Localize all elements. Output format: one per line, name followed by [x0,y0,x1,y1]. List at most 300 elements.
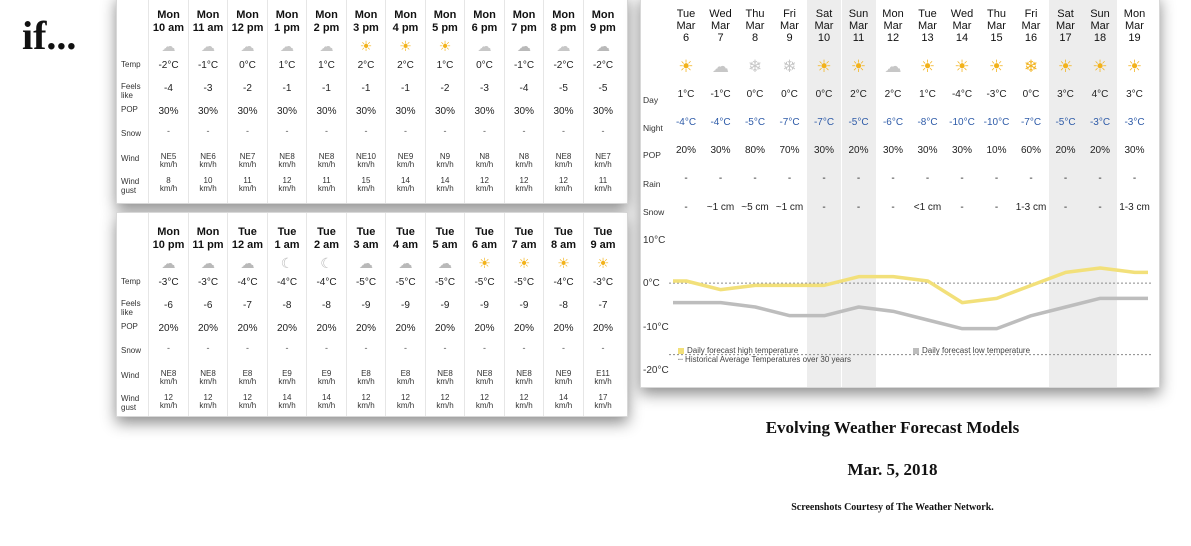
hour-time: 11 pm [192,239,224,251]
day-month: Mar [1021,20,1041,32]
day-high: 0°C [815,89,833,100]
day-pop: 70% [779,145,800,156]
y-tick-label: -10°C [643,321,669,333]
hour-feels-like: -7 [243,300,252,311]
hour-column [148,213,188,416]
moon-cloud-icon: ☁ [240,255,255,271]
hour-column [464,213,504,416]
hour-wind-unit: km/h [238,160,257,169]
snow-cloud-icon: ❄ [747,57,763,76]
sun-cloud-icon: ☀ [399,38,412,54]
hour-time: 8 pm [550,22,577,34]
hour-temp: 1°C [278,60,296,71]
hour-day: Tue [317,226,336,238]
hour-feels-like: -6 [203,300,213,311]
hour-wind-unit: km/h [396,160,415,169]
hour-column [583,0,623,203]
day-month: Mar [883,20,903,32]
hour-pop: 20% [434,323,455,334]
hour-gust-unit: km/h [357,184,375,193]
day-low: -10°C [983,117,1010,128]
day-low: -5°C [848,117,869,128]
day-snow: - [856,202,861,213]
day-low: -8°C [917,117,938,128]
hour-gust-unit: km/h [436,401,454,410]
moon-cloud-icon: ☁ [517,38,531,54]
hour-wind: NE10 [355,152,376,161]
cloud-icon: ☁ [161,38,176,54]
hour-pop: 30% [434,106,455,117]
hour-temp: 1°C [436,60,454,71]
row-label-wind: Wind [121,154,140,163]
day-high: -3°C [986,89,1007,100]
hour-feels-like: -1 [361,83,371,94]
day-low: -3°C [1089,117,1111,128]
hour-wind-unit: km/h [475,160,494,169]
hour-wind-unit: km/h [159,377,178,386]
day-low: -7°C [1020,117,1042,128]
hour-wind-unit: km/h [159,160,178,169]
day-snow: - [822,202,826,213]
hour-wind: NE7 [595,152,611,161]
hour-day: Tue [396,226,415,238]
day-dow: Wed [709,8,732,20]
day-date: 7 [717,32,724,44]
hour-snow: - [522,343,526,353]
hour-gust: 12 [519,393,529,402]
hour-temp: -5°C [355,277,377,288]
hour-pop: 30% [513,106,534,117]
day-date: 12 [886,32,900,44]
day-pop: 10% [986,145,1007,156]
hour-snow: - [562,343,565,353]
day-snow: - [960,202,964,213]
day-rain: - [960,173,964,184]
hour-column [543,213,583,416]
hourly-forecast-panel-2 [116,212,628,417]
row-label-temp: Temp [121,60,141,69]
hour-pop: 20% [158,323,179,334]
hour-gust: 11 [243,176,252,185]
day-low: -5°C [744,117,766,128]
cloud-icon: ☁ [556,38,571,54]
hour-time: 10 am [152,22,185,34]
hour-feels-like: -1 [401,83,410,94]
hour-wind-unit: km/h [357,160,375,169]
hour-temp: -3°C [158,277,179,288]
day-month: Mar [814,20,834,32]
day-snow: - [684,202,688,213]
day-snow: ~5 cm [741,202,769,213]
day-high: 2°C [884,89,902,100]
y-tick-label: 10°C [643,235,666,246]
moon-cloud-icon: ☁ [359,255,373,271]
hour-temp: -4°C [316,277,337,288]
row-label-gust: Wind gust [121,177,140,195]
day-low: -4°C [675,117,697,128]
moon-icon: ☾ [320,255,333,271]
hour-temp: -2°C [592,60,614,71]
day-rain: - [925,173,930,184]
moon-cloud-icon: ☁ [398,255,413,271]
day-pop: 30% [951,145,972,156]
day-date: 16 [1024,32,1038,44]
hour-day: Mon [552,9,575,21]
day-low: -6°C [882,117,904,128]
day-date: 14 [955,32,969,44]
hour-pop: 30% [197,106,218,117]
hour-column [346,213,386,416]
hour-pop: 30% [395,106,416,117]
hour-feels-like: -8 [282,300,292,311]
day-date: 9 [786,32,793,44]
hour-column [346,0,386,203]
hour-gust-unit: km/h [594,401,612,410]
hour-day: Tue [356,226,376,238]
hour-gust-unit: km/h [594,184,612,193]
hour-temp: -2°C [553,60,574,71]
day-high: 1°C [919,89,936,100]
cloud-icon: ☁ [477,38,492,54]
day-month: Mar [1090,20,1110,32]
snow-sun-icon: ❄ [1023,57,1039,76]
hour-temp: -5°C [513,277,535,288]
day-pop: 60% [1020,145,1041,156]
hour-temp: 0°C [239,60,256,71]
hour-snow: - [404,343,407,353]
hour-pop: 20% [553,323,574,334]
cloud-icon: ☁ [319,38,334,54]
hour-column [504,0,544,203]
hour-feels-like: -5 [598,83,608,94]
day-rain: - [718,173,723,184]
hour-wind: NE8 [318,152,335,161]
day-high: 0°C [746,89,764,100]
hour-time: 5 pm [432,22,458,34]
hour-temp: -1°C [513,60,535,71]
hour-feels-like: -2 [243,83,252,94]
hour-pop: 30% [158,106,179,117]
day-high: -1°C [710,89,731,100]
hour-wind-unit: km/h [199,377,217,386]
hour-gust: 14 [401,176,410,185]
hour-gust: 12 [519,176,529,185]
hour-time: 6 pm [471,22,498,34]
hour-day: Tue [475,226,494,238]
day-low: -7°C [813,117,835,128]
hour-day: Mon [433,9,457,21]
cloud-icon: ☁ [201,38,215,54]
hour-column [504,213,544,416]
hour-feels-like: -5 [559,83,568,94]
hour-temp: -4°C [553,277,574,288]
hour-wind: NE8 [516,369,532,378]
daily-row-label-snow: Snow [643,207,665,217]
day-high: 0°C [1022,89,1040,100]
day-pop: 30% [917,145,938,156]
hour-pop: 20% [474,323,495,334]
hour-column [425,0,465,203]
hour-snow: - [522,126,526,136]
day-pop: 20% [675,145,696,156]
hour-gust-unit: km/h [159,401,178,410]
hour-gust-unit: km/h [515,184,533,193]
day-pop: 20% [1055,145,1076,156]
sun-cloud-icon: ☀ [816,57,832,76]
hour-pop: 20% [316,323,337,334]
hour-wind-unit: km/h [515,377,533,386]
hour-gust-unit: km/h [475,184,494,193]
cloud-icon: ☁ [280,38,294,54]
hour-gust: 12 [480,176,489,185]
hour-temp: -5°C [474,277,495,288]
hour-snow: - [364,126,368,136]
hour-gust: 11 [322,176,331,185]
day-dow: Sun [848,8,869,20]
day-pop: 30% [1124,145,1145,156]
hour-gust-unit: km/h [554,401,573,410]
sun-cloud-icon: ☀ [919,57,936,76]
hour-gust-unit: km/h [278,184,296,193]
hour-gust: 11 [598,176,608,185]
hour-feels-like: -8 [559,300,568,311]
hour-gust-unit: km/h [238,184,257,193]
day-month: Mar [918,20,937,32]
hour-wind: NE8 [476,369,493,378]
hour-temp: -1°C [197,60,219,71]
hour-feels-like: -9 [480,300,489,311]
intro-text: if... [22,13,77,58]
caption-credit: Screenshots Courtesy of The Weather Network. [791,502,994,513]
hour-column [385,0,425,203]
hour-time: 12 pm [231,22,264,34]
hour-snow: - [483,343,486,353]
hour-wind: E11 [596,369,610,378]
day-low: -4°C [710,117,731,128]
hour-temp: 2°C [357,60,375,71]
moon-cloud-icon: ☁ [596,38,610,54]
cloud-icon: ☁ [240,38,255,54]
day-rain: - [1029,173,1033,184]
hour-temp: -2°C [158,60,179,71]
hour-snow: - [246,126,249,136]
hour-time: 3 pm [353,22,379,34]
day-month: Mar [676,20,696,32]
hour-wind-unit: km/h [515,160,533,169]
hour-snow: - [167,343,170,353]
hour-snow: - [443,343,447,353]
hour-wind: NE8 [279,152,295,161]
sun-cloud-icon: ☀ [1126,57,1143,76]
hour-gust-unit: km/h [317,184,336,193]
hour-pop: 20% [395,323,416,334]
hour-time: 3 am [353,239,379,251]
hour-snow: - [601,126,605,136]
hour-gust-unit: km/h [396,401,415,410]
temperature-chart [641,0,1159,387]
day-pop: 20% [1089,145,1110,156]
hour-wind-unit: km/h [317,160,336,169]
hour-wind-unit: km/h [357,377,375,386]
hour-day: Tue [277,226,297,238]
day-high: 3°C [1057,89,1074,100]
day-rain: - [891,173,895,184]
hour-day: Mon [196,9,220,21]
day-high: 0°C [781,89,798,100]
row-label-gust: Wind gust [121,394,140,412]
hour-column [306,0,346,203]
hour-gust: 12 [440,393,450,402]
hour-column [188,0,228,203]
hour-wind: N8 [479,152,490,161]
daily-row-label-night: Night [643,123,663,133]
hour-wind-unit: km/h [554,160,573,169]
hour-snow: - [364,343,368,353]
hour-feels-like: -9 [519,300,529,311]
hour-time: 1 am [274,239,300,251]
hour-day: Mon [315,9,338,21]
hour-feels-like: -3 [203,83,213,94]
day-snow: <1 cm [913,202,942,213]
hour-gust: 14 [559,393,568,402]
hour-wind-unit: km/h [436,377,454,386]
hour-snow: - [325,343,328,353]
sun-cloud-icon: ☀ [850,57,867,76]
legend-high-swatch [678,348,684,354]
day-dow: Sun [1090,8,1110,20]
hour-snow: - [285,343,289,353]
day-pop: 30% [710,145,731,156]
high-temperature-line [673,268,1148,303]
day-dow: Thu [745,8,765,20]
day-month: Mar [1056,20,1075,32]
hour-pop: 30% [592,106,613,117]
hour-feels-like: -3 [480,83,489,94]
hour-snow: - [206,343,210,353]
hour-gust: 14 [440,176,450,185]
hour-feels-like: -9 [401,300,410,311]
day-month: Mar [952,20,972,32]
hour-day: Mon [157,9,180,21]
hour-time: 9 pm [590,22,616,34]
hour-column [227,0,267,203]
day-low: -7°C [779,117,800,128]
day-pop: 80% [744,145,765,156]
hour-temp: -5°C [395,277,416,288]
day-date: 11 [852,32,865,44]
sun-cloud-icon: ☀ [557,255,570,271]
snow-cloud-icon: ❄ [782,57,797,76]
hour-time: 11 am [192,22,224,34]
day-date: 13 [921,32,934,44]
daily-row-label-rain: Rain [643,179,661,189]
hour-pop: 20% [355,323,376,334]
hour-gust: 12 [203,393,213,402]
low-temperature-line [673,298,1148,328]
hour-pop: 20% [237,323,258,334]
day-high: 4°C [1091,89,1109,100]
day-dow: Wed [950,8,974,20]
day-high: 1°C [677,89,695,100]
sun-icon: ☀ [988,57,1005,76]
hour-temp: -3°C [197,277,219,288]
row-label-snow: Snow [121,129,142,138]
y-tick-label: -20°C [643,365,669,376]
daily-forecast-panel [640,0,1160,388]
hour-feels-like: -8 [322,300,331,311]
day-snow: - [891,202,895,213]
hour-day: Tue [514,226,534,238]
hour-gust-unit: km/h [199,184,217,193]
hour-day: Mon [157,226,180,238]
day-rain: - [994,173,999,184]
hour-time: 5 am [432,239,458,251]
day-month: Mar [849,20,868,32]
day-rain: - [822,173,826,184]
hour-snow: - [206,126,210,136]
daily-row-label-day: Day [643,95,659,105]
hour-gust-unit: km/h [159,184,178,193]
hour-snow: - [443,126,447,136]
day-date: 19 [1128,32,1141,44]
hour-pop: 30% [355,106,376,117]
hour-day: Tue [593,226,613,238]
hour-wind: NE9 [397,152,414,161]
day-dow: Tue [918,8,937,20]
hour-wind: NE9 [555,369,572,378]
hour-gust-unit: km/h [278,401,296,410]
hour-gust: 17 [598,393,608,402]
hour-wind: NE8 [200,369,216,378]
day-date: 6 [682,32,690,44]
cloud-icon: ☁ [712,57,729,76]
sun-cloud-icon: ☀ [517,255,531,271]
hour-wind: E8 [361,369,371,378]
day-dow: Thu [987,8,1006,20]
hour-wind-unit: km/h [199,160,217,169]
hour-gust-unit: km/h [238,401,257,410]
hour-pop: 30% [237,106,258,117]
day-month: Mar [1125,20,1144,32]
hour-gust-unit: km/h [515,401,533,410]
hour-wind: E9 [321,369,332,378]
hour-snow: - [562,126,565,136]
day-dow: Tue [676,8,696,20]
hour-gust: 14 [322,393,331,402]
hour-gust: 15 [361,176,371,185]
caption-title: Evolving Weather Forecast Models [765,418,1020,437]
hour-wind-unit: km/h [278,377,296,386]
hour-day: Tue [238,226,257,238]
hour-gust-unit: km/h [317,401,336,410]
sun-cloud-icon: ☀ [596,255,610,271]
day-dow: Fri [783,8,796,20]
hour-time: 7 pm [511,22,537,34]
hour-wind-unit: km/h [396,377,415,386]
hour-day: Mon [512,9,536,21]
hour-wind: NE8 [160,369,177,378]
hour-wind: NE6 [200,152,216,161]
legend-low-swatch [913,348,919,354]
hour-pop: 20% [592,323,613,334]
row-label-feels: Feels like [121,82,141,100]
hour-day: Mon [354,9,378,21]
daily-row-label-pop: POP [643,150,661,160]
day-snow: - [1098,202,1102,213]
hour-temp: -4°C [237,277,258,288]
hour-time: 8 am [550,239,577,251]
hour-day: Mon [394,9,417,21]
